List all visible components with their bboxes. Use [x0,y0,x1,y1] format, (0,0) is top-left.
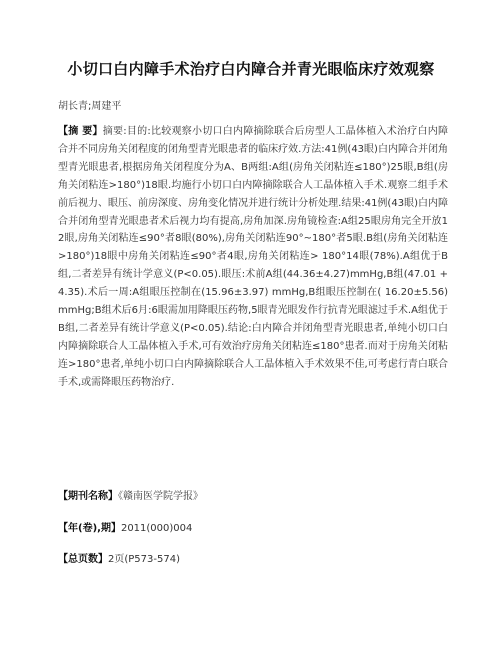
journal-value: 《赣南医学院学报》 [118,491,203,502]
abstract-block [58,123,448,392]
abstract-label: 【摘 要】 [58,126,103,137]
paper-authors: 胡长青;周建平 [58,101,122,112]
abstract-text: 摘要:目的:比较观察小切口白内障摘除联合后房型人工晶体植入术治疗白内障合并不同房角关闭程度的闭角型青光眼患者的临床疗效.方法:41例(43眼)白内障合并闭角型青光眼患者,根据房角关闭程度分为A、B两组:A组(房角关闭粘连≤180°)25眼,B组(房角关闭粘连>180°)18眼.均施行小切口白内障摘除联合人工晶体植入手术.观察二组手术前后视力、眼压、前房深度、房角变化情况并进行统计分析处理.结果:41例(43眼)白内障合并闭角型青光眼患者术后视力均有提高,房角加深.房角镜检查:A组25眼房角完全开放12眼,房角关闭粘连≤90°者8眼(80%),房角关闭粘连90°~180°者5眼.B组(房角关闭粘连>180°)18眼中房角关闭粘连≤90°者4眼,房角关闭粘连> 180°14眼(78%).A组优于B组,二者差异有统计学意义(P<0.05).眼压:术前A组(44.36±4.27)mmHg,B组(47.01 +4.35).术后一周:A组眼压控制在(15.96±3.97) mmHg,B组眼压控制在( 16.20±5.56) mmHg;B组术后6月:6眼需加用降眼压药物,5眼青光眼发作行抗青光眼滤过手术.A组优于B组,二者差异有统计学意义(P<0.05).结论:白内障合并闭角型青光眼患者,单纯小切口白内障摘除联合人工晶体植入手术,可有效治疗房角关闭粘连≤180°患者.而对于房角关闭粘连>180°患者,单纯小切口白内障摘除联合人工晶体植入手术效果不佳,可考虑行青白联合手术,或需降眼压药物治疗. [58,126,448,388]
year-volume-issue-value: 2011(000)004 [120,523,193,534]
year-volume-issue-label: 【年(卷),期】 [58,523,121,534]
total-pages-field [58,550,180,565]
total-pages-value: 2页(P573-574) [108,554,180,565]
journal-field [58,487,203,502]
year-volume-issue-field [58,519,192,534]
paper-title: 小切口白内障手术治疗白内障合并青光眼临床疗效观察 [67,60,435,78]
total-pages-label: 【总页数】 [58,554,108,565]
journal-label: 【期刊名称】 [58,491,118,502]
